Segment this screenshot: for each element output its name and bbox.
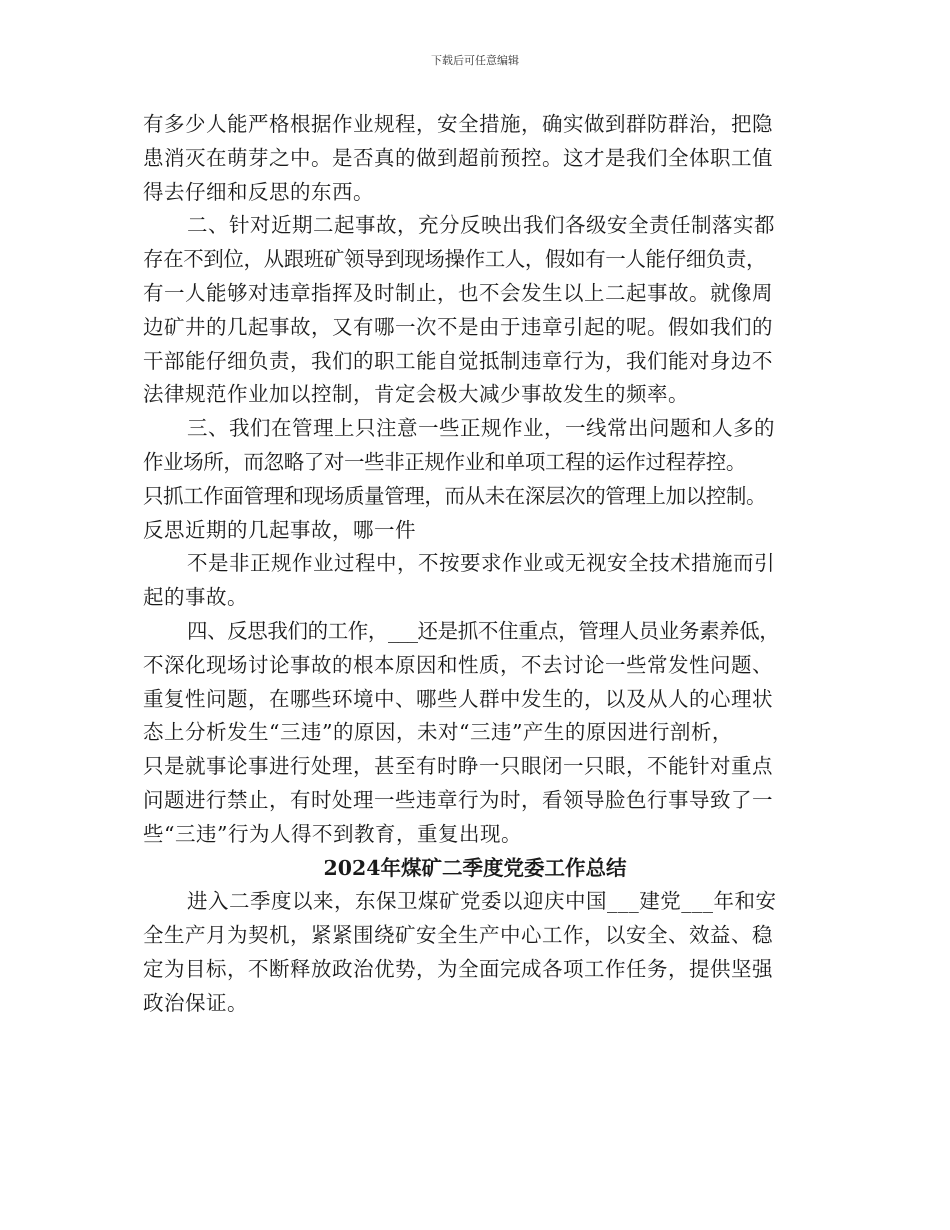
paragraph-3	[143, 412, 807, 547]
text-line: 患消灭在萌芽之中。是否真的做到超前预控。这才是我们全体职工值	[143, 145, 773, 170]
page-header: 下载后可任意编辑	[431, 54, 519, 67]
text-line: 反思近期的几起事故，哪一件	[143, 517, 416, 542]
text-line: 只是就事论事进行处理，甚至有时睁一只眼闭一只眼，不能针对重点	[143, 754, 773, 779]
text-line: 态上分析发生“三违”的原因，未对“三违”产生的原因进行剖析，	[143, 720, 733, 745]
paragraph-4	[143, 547, 807, 615]
text-line: 问题进行禁止，有时处理一些违章行为时，看领导脸色行事导致了一	[143, 787, 773, 812]
paragraph-1	[143, 108, 807, 209]
text-line: 存在不到位，从跟班矿领导到现场操作工人，假如有一人能仔细负责，	[143, 247, 767, 272]
section-title: 2024年煤矿二季度党委工作总结	[323, 855, 627, 880]
text-line: 三、我们在管理上只注意一些正规作业，一线常出问题和人多的	[187, 416, 775, 441]
text-line: 有多少人能严格根据作业规程，安全措施，确实做到群防群治，把隐	[143, 112, 773, 136]
paragraph-6	[143, 885, 807, 1020]
text-line: 重复性问题，在哪些环境中、哪些人群中发生的，以及从人的心理状	[143, 686, 773, 711]
text-line: 全生产月为契机，紧紧围绕矿安全生产中心工作，以安全、效益、稳	[143, 923, 773, 948]
document-body	[143, 108, 807, 1021]
text-line: 定为目标，不断释放政治优势，为全面完成各项工作任务，提供坚强	[143, 956, 773, 981]
text-line: 不深化现场讨论事故的根本原因和性质，不去讨论一些常发性问题、	[143, 652, 773, 677]
text-line: 四、反思我们的工作，___还是抓不住重点，管理人员业务素养低，	[187, 618, 780, 643]
text-line: 些“三违”行为人得不到教育，重复出现。	[143, 821, 522, 846]
text-line: 得去仔细和反思的东西。	[143, 179, 374, 204]
text-line: 政治保证。	[143, 990, 248, 1015]
text-line: 干部能仔细负责，我们的职工能自觉抵制违章行为，我们能对身边不	[143, 348, 773, 373]
text-line: 起的事故。	[143, 585, 248, 610]
text-line: 不是非正规作业过程中，不按要求作业或无视安全技术措施而引	[187, 551, 775, 576]
text-line: 法律规范作业加以控制，肯定会极大减少事故发生的频率。	[143, 382, 689, 407]
text-line: 进入二季度以来，东保卫煤矿党委以迎庆中国___建党___年和安	[187, 889, 777, 914]
paragraph-2	[143, 209, 807, 412]
text-line: 作业场所，而忽略了对一些非正规作业和单项工程的运作过程荐控。	[143, 449, 746, 474]
text-line: 二、针对近期二起事故，充分反映出我们各级安全责任制落实都	[187, 213, 775, 238]
text-line: 边矿井的几起事故，又有哪一次不是由于违章引起的呢。假如我们的	[143, 314, 773, 339]
text-line: 有一人能够对违章指挥及时制止，也不会发生以上二起事故。就像周	[143, 280, 773, 305]
text-line: 只抓工作面管理和现场质量管理，而从未在深层次的管理上加以控制。	[143, 483, 767, 508]
paragraph-5	[143, 615, 807, 852]
